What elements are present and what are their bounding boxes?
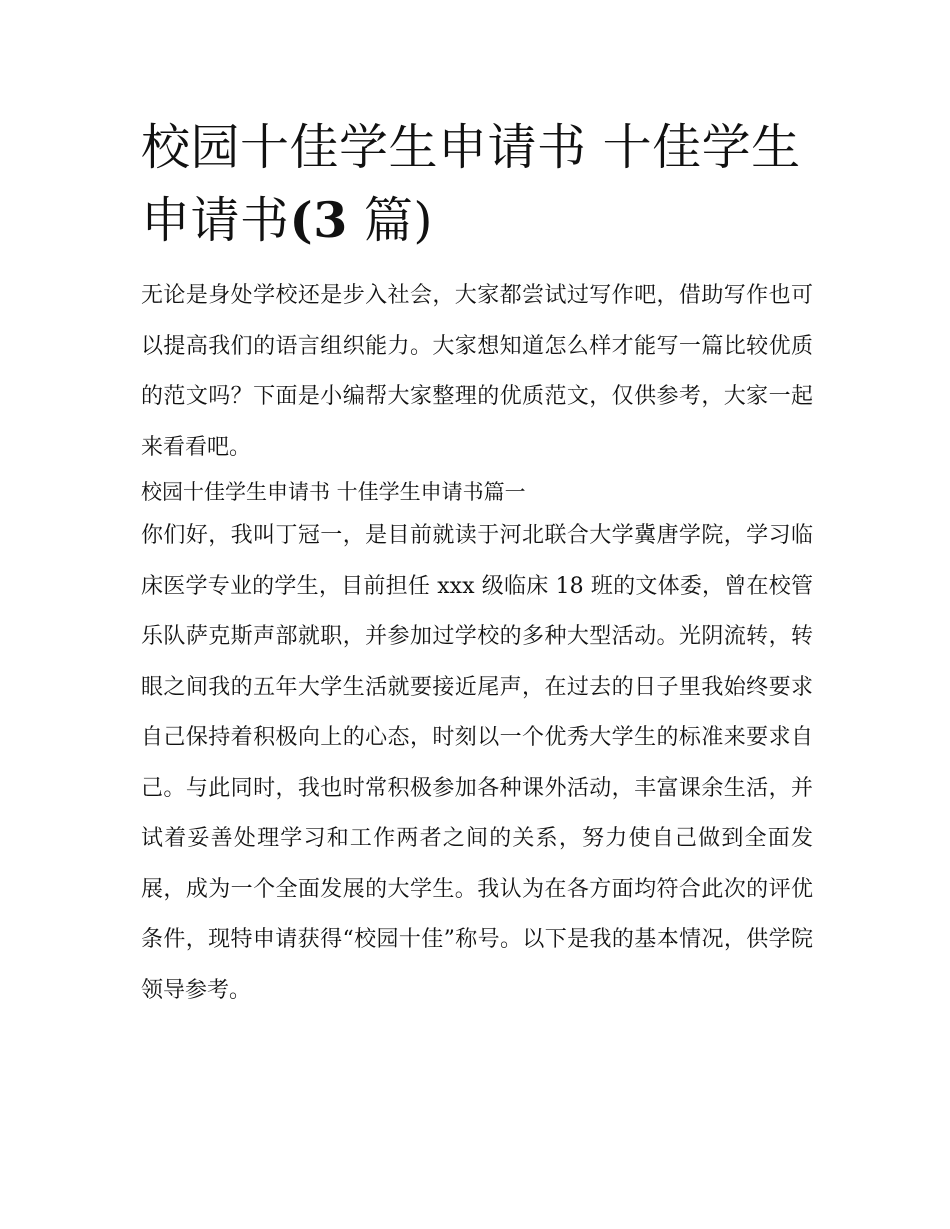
section-body-paragraph: 你们好，我叫丁冠一，是目前就读于河北联合大学冀唐学院，学习临床医学专业的学生，目前担任 xxx 级临床 18 班的文体委，曾在校管乐队萨克斯声部就职，并参加过学校的多种大型活动。光阴流转，转眼之间我的五年大学生活就要接近尾声，在过去的日子里我始终要求自己保持着积极向上的心态，时刻以一个优秀大学生的标准来要求自己。与此同时，我也时常积极参加各种课外活动，丰富课余生活，并试着妥善处理学习和工作两者之间的关系，努力使自己做到全面发展，成为一个全面发展的大学生。我认为在各方面均符合此次的评优条件，现特申请获得“校园十佳”称号。以下是我的基本情况，供学院领导参考。 (141, 523, 813, 1003)
document-title-suffix: 篇) (347, 192, 433, 249)
document-title-count: (3 (289, 191, 348, 249)
section-heading: 校园十佳学生申请书 十佳学生申请书篇一 (141, 480, 526, 504)
intro-paragraph: 无论是身处学校还是步入社会，大家都尝试过写作吧，借助写作也可以提高我们的语言组织能力。大家想知道怎么样才能写一篇比较优质的范文吗？下面是小编帮大家整理的优质范文，仅供参考，大家一起来看看吧。 (141, 283, 813, 460)
document-title (141, 112, 813, 257)
document-content (141, 112, 813, 1016)
document-title-text: 校园十佳学生申请书 十佳学生申请书 (141, 119, 801, 249)
